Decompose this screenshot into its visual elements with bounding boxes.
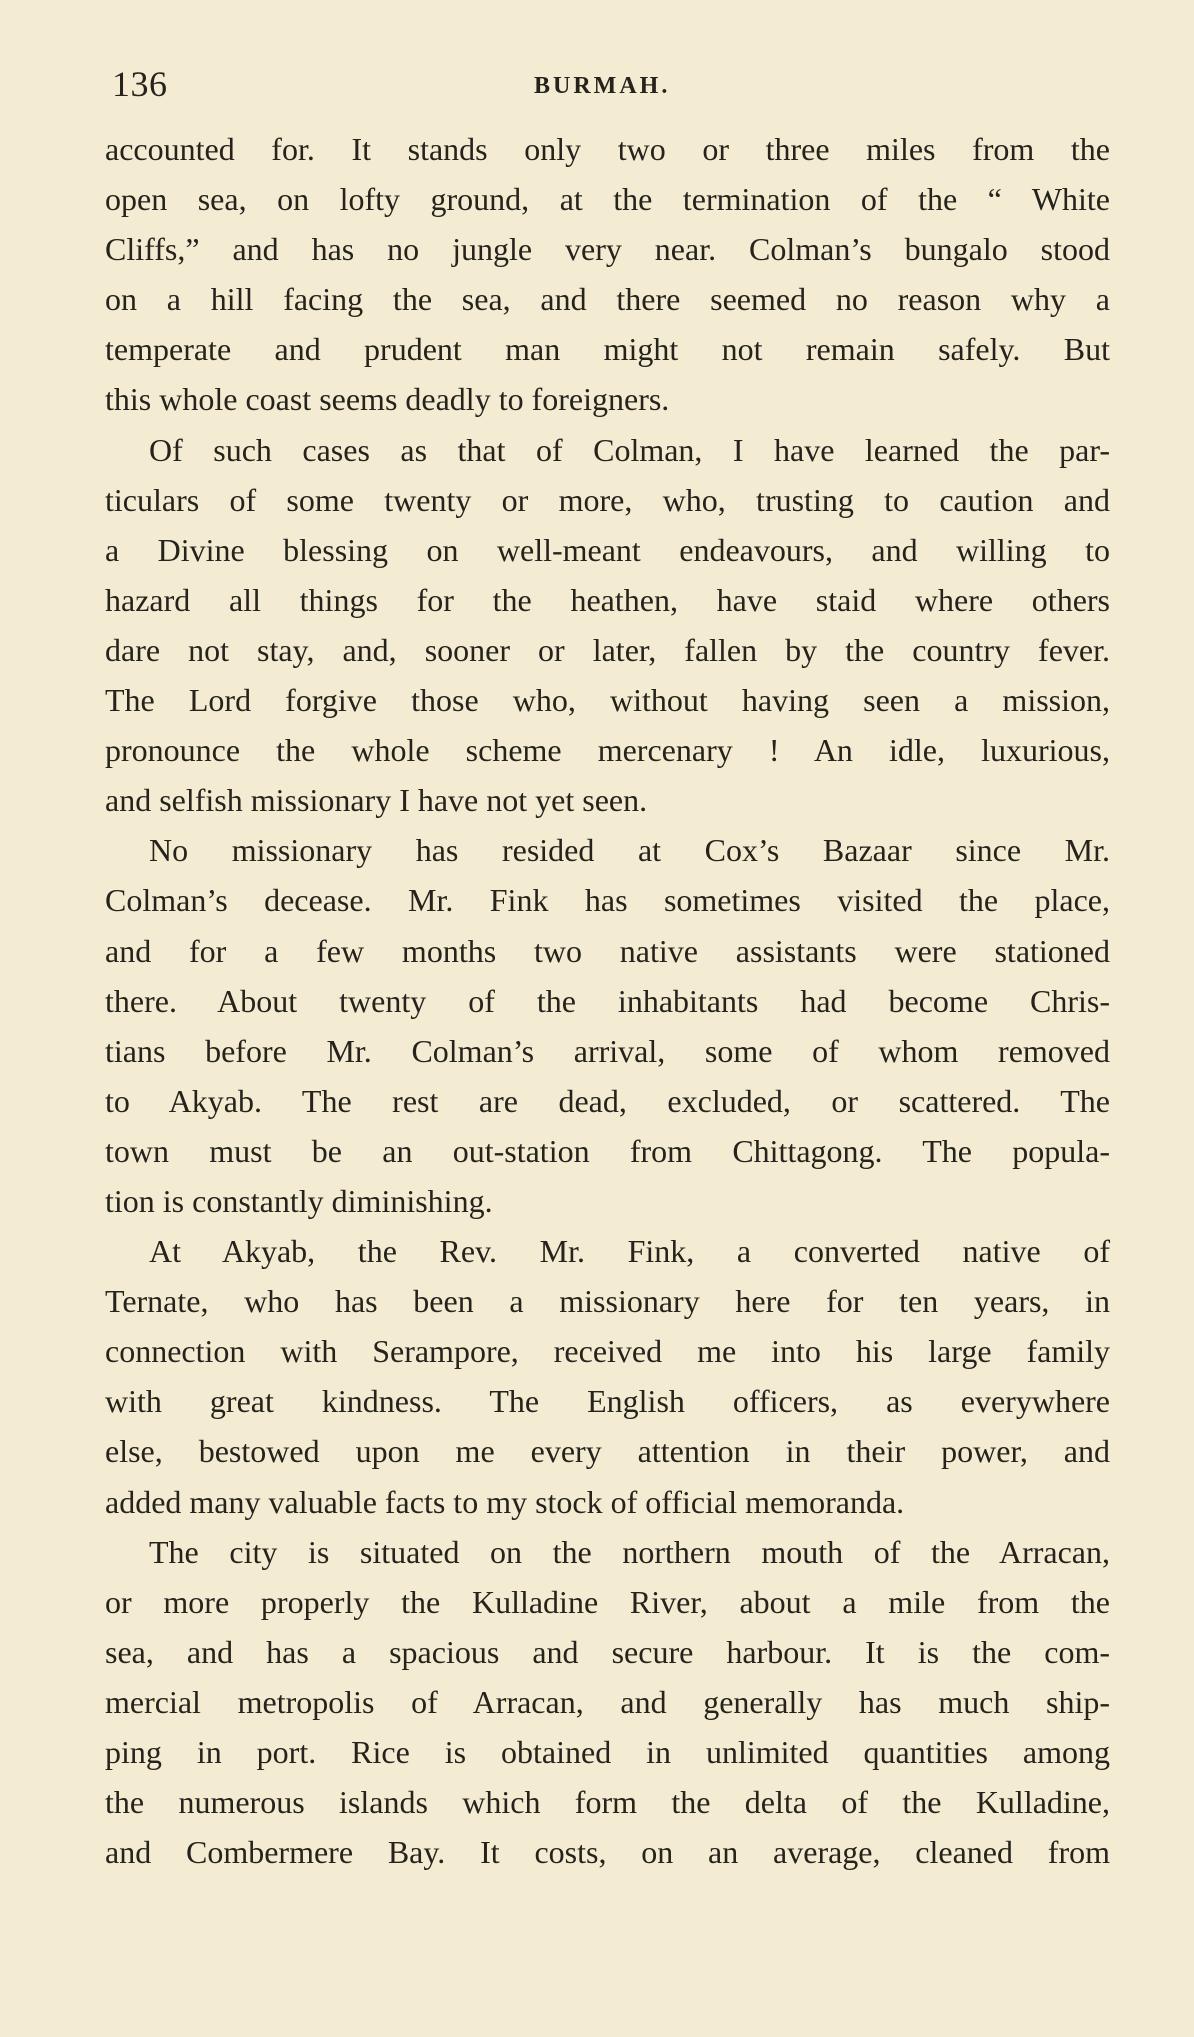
page-header <box>112 60 1112 110</box>
text-line: tion is constantly diminishing. <box>105 1182 493 1219</box>
text-line: connection with Serampore, received me into his large family <box>105 1333 1110 1370</box>
paragraph-start-line: At Akyab, the Rev. Mr. Fink, a converted native of <box>149 1233 1110 1270</box>
text-line: dare not stay, and, sooner or later, fallen by the country fever. <box>105 631 1110 668</box>
text-line: or more properly the Kulladine River, about a mile from the <box>105 1583 1110 1620</box>
text-line: tians before Mr. Colman’s arrival, some of whom removed <box>105 1032 1110 1069</box>
text-line: and selfish missionary I have not yet seen. <box>105 782 648 819</box>
page-number: 136 <box>112 64 168 104</box>
text-line: pronounce the whole scheme mercenary ! An idle, luxurious, <box>105 732 1110 769</box>
paragraph-start-line: No missionary has resided at Cox’s Bazaar since Mr. <box>149 832 1110 869</box>
text-line: Ternate, who has been a missionary here for ten years, in <box>105 1283 1110 1320</box>
text-line: Colman’s decease. Mr. Fink has sometimes visited the place, <box>105 882 1110 919</box>
paragraph-start-line: Of such cases as that of Colman, I have learned the par- <box>149 431 1110 468</box>
running-head: BURMAH. <box>534 73 671 99</box>
text-line: mercial metropolis of Arracan, and generally has much ship- <box>105 1683 1110 1720</box>
text-line: else, bestowed upon me every attention in their power, and <box>105 1433 1110 1470</box>
text-line: to Akyab. The rest are dead, excluded, or scattered. The <box>105 1082 1110 1119</box>
body-text <box>105 124 1110 1877</box>
text-line: added many valuable facts to my stock of official memoranda. <box>105 1483 905 1520</box>
text-line: this whole coast seems deadly to foreigners. <box>105 381 670 418</box>
text-line: a Divine blessing on well-meant endeavours, and willing to <box>105 531 1110 568</box>
text-line: ticulars of some twenty or more, who, trusting to caution and <box>105 481 1110 518</box>
text-line: sea, and has a spacious and secure harbour. It is the com- <box>105 1633 1110 1670</box>
text-line: and Combermere Bay. It costs, on an average, cleaned from <box>105 1834 1110 1871</box>
text-line: ping in port. Rice is obtained in unlimited quantities among <box>105 1734 1110 1770</box>
text-line: town must be an out-station from Chittagong. The popula- <box>105 1132 1110 1169</box>
text-line: accounted for. It stands only two or three miles from the <box>105 131 1110 167</box>
text-line: open sea, on lofty ground, at the termination of the “ White <box>105 181 1110 218</box>
text-line: temperate and prudent man might not remain safely. But <box>105 331 1110 368</box>
text-line: hazard all things for the heathen, have staid where others <box>105 581 1110 618</box>
text-line: Cliffs,” and has no jungle very near. Colman’s bungalo stood <box>105 231 1110 268</box>
paragraph-start-line: The city is situated on the northern mouth of the Arracan, <box>149 1533 1110 1570</box>
text-line: on a hill facing the sea, and there seemed no reason why a <box>105 281 1110 318</box>
text-line: The Lord forgive those who, without having seen a mission, <box>105 682 1110 719</box>
text-line: there. About twenty of the inhabitants had become Chris- <box>105 982 1110 1019</box>
text-line: and for a few months two native assistants were stationed <box>105 932 1110 969</box>
text-line: the numerous islands which form the delta of the Kulladine, <box>105 1784 1110 1821</box>
text-line: with great kindness. The English officers, as everywhere <box>105 1383 1110 1420</box>
